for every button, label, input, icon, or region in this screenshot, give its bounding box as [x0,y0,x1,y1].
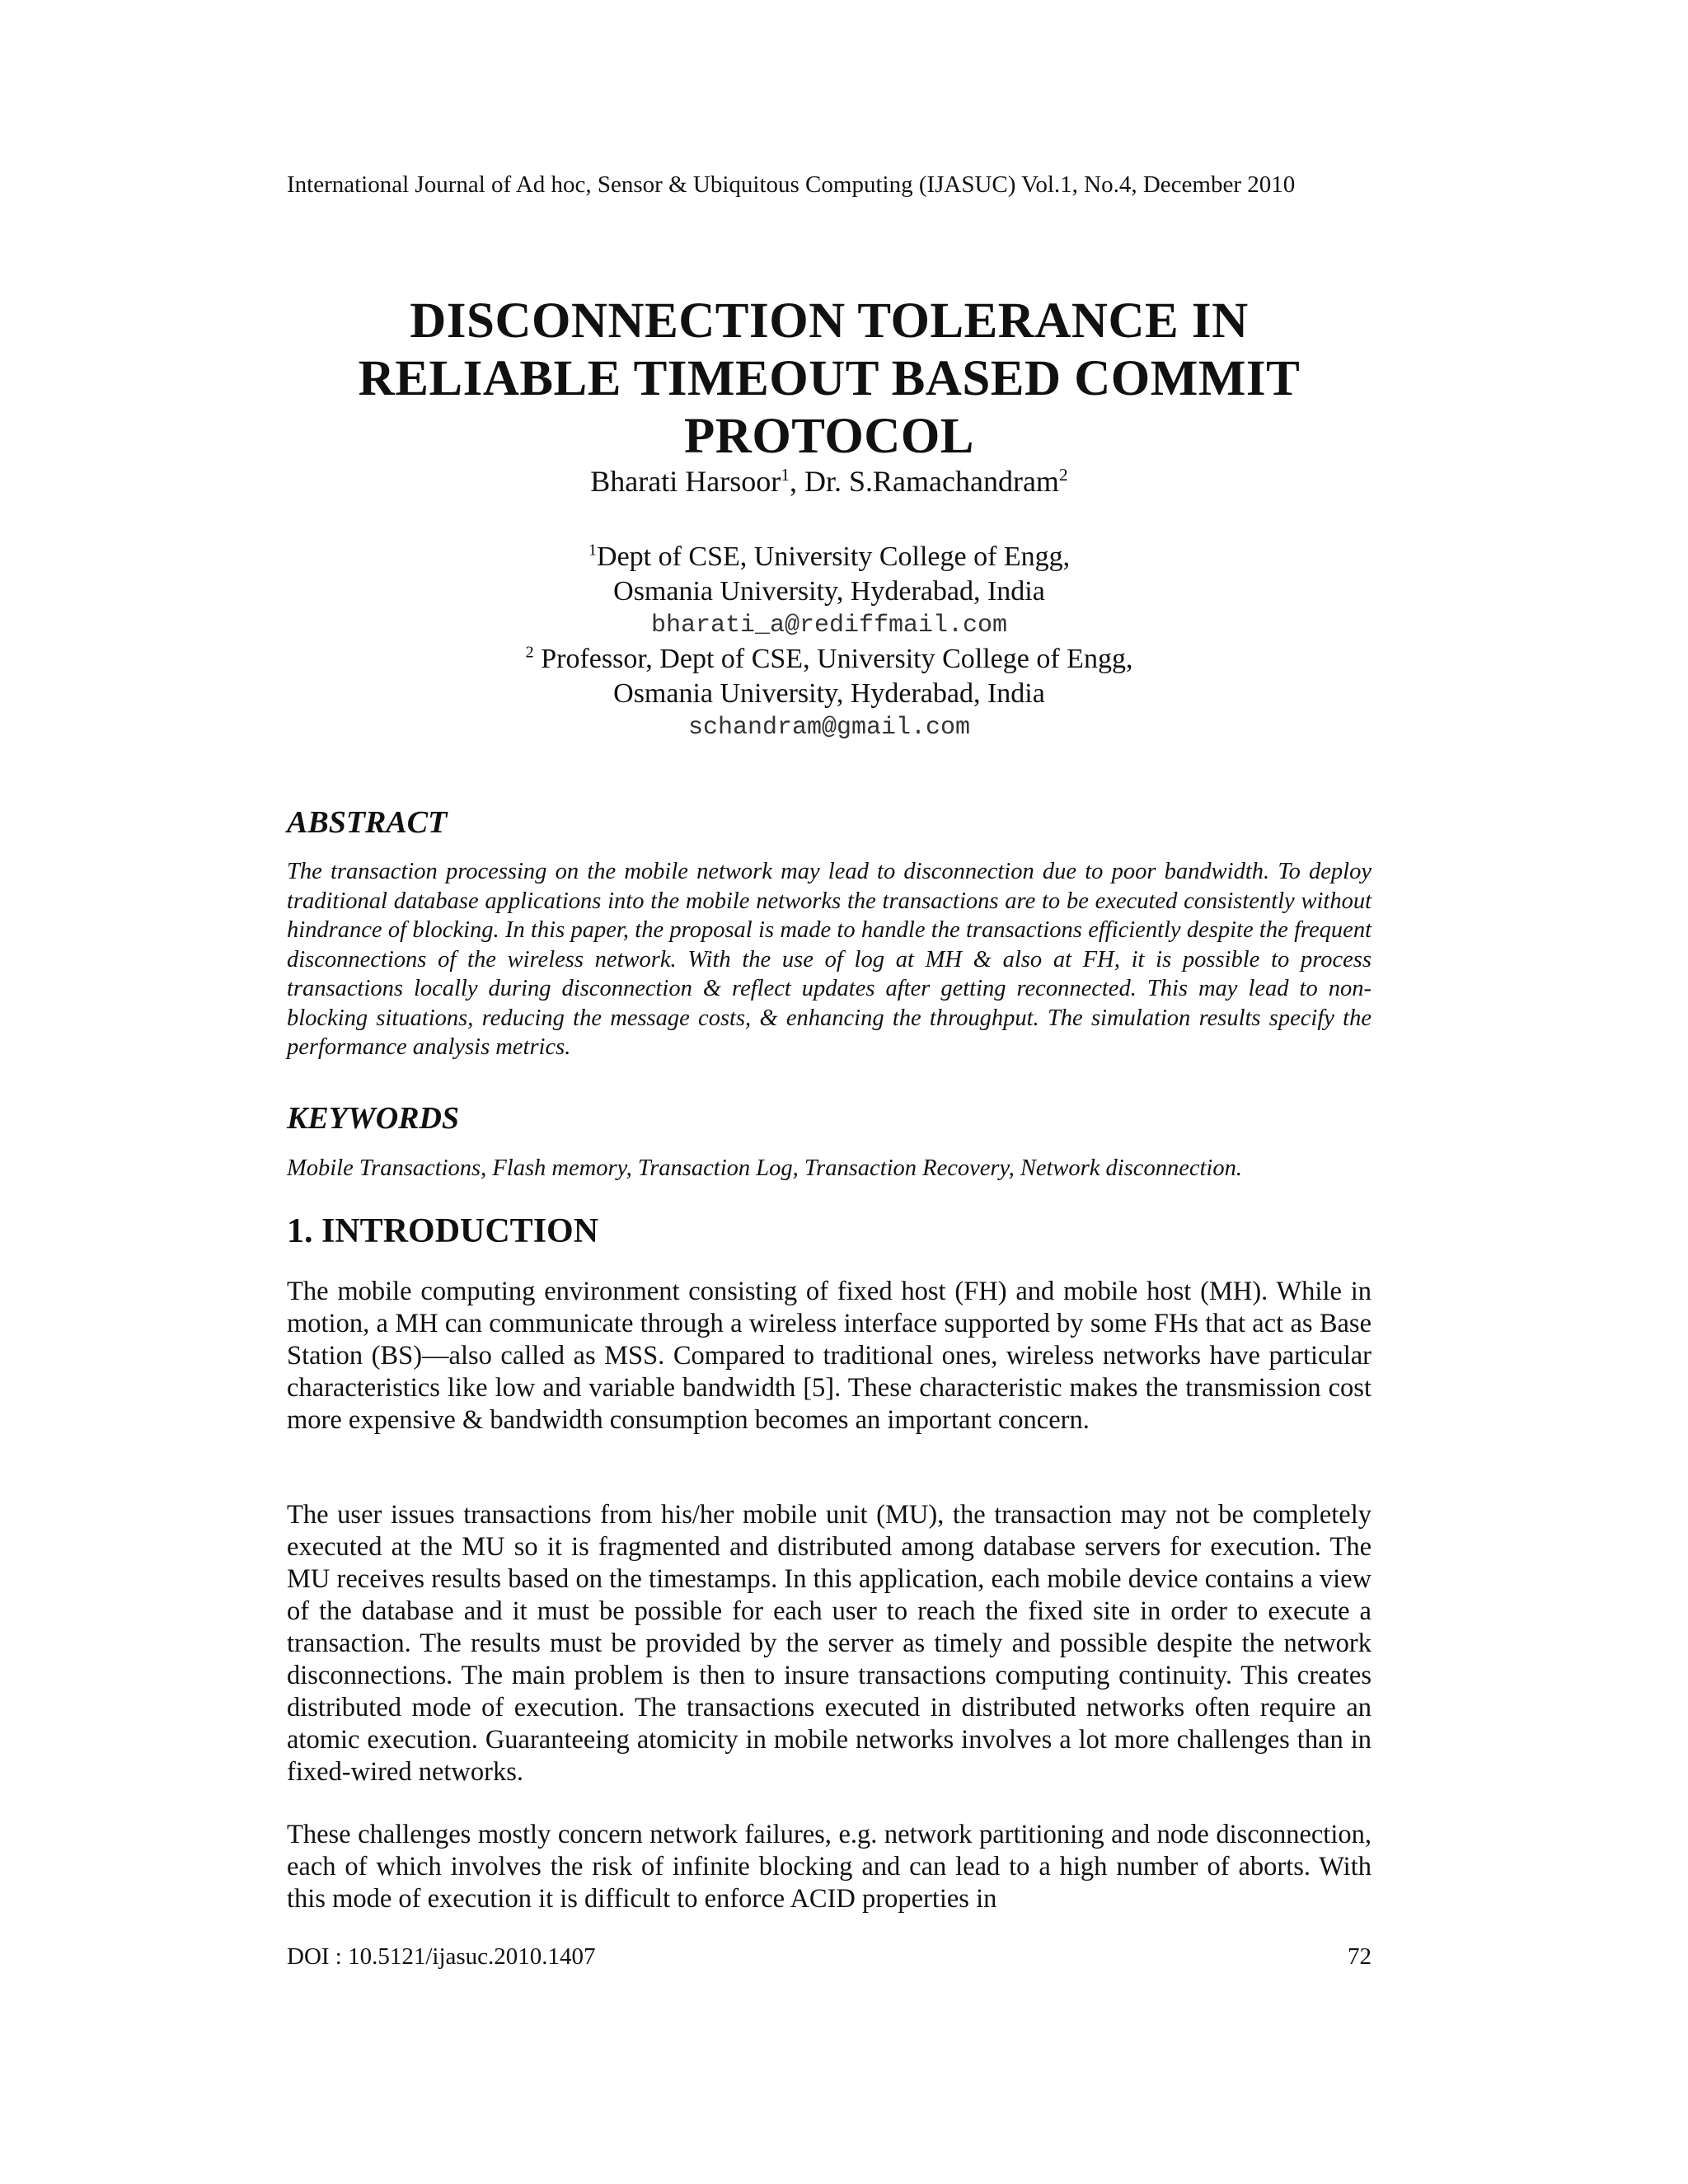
author-2-name: Dr. S.Ramachandram [804,465,1059,498]
author-list [287,463,1372,499]
title-line-1: DISCONNECTION TOLERANCE IN [410,293,1249,349]
footer-doi: DOI : 10.5121/ijasuc.2010.1407 [287,1943,596,1970]
affiliation-1-line-2: Osmania University, Hyderabad, India [613,576,1045,607]
page-number: 72 [1348,1943,1372,1970]
author-1-name: Bharati Harsoor [590,465,781,498]
running-header: International Journal of Ad hoc, Sensor & Ubiquitous Computing (IJASUC) Vol.1, No.4, December 2010 [287,171,1296,198]
introduction-paragraph-2: The user issues transactions from his/her mobile unit (MU), the transaction may not be completely executed at the MU so it is fragmented and distributed among database servers for execution. The MU receives results based on the timestamps. In this application, each mobile device contains a view of the database and it must be possible for each user to reach the fixed site in order to execute a transaction. The results must be provided by the server as timely and possible despite the network disconnections. The main problem is then to insure transactions computing continuity. This creates distributed mode of execution. The transactions executed in distributed networks often require an atomic execution. Guaranteeing atomicity in mobile networks involves a lot more challenges than in fixed-wired networks. [287,1500,1372,1787]
affiliation-2-email[interactable]: schandram@gmail.com [687,714,971,742]
keywords-text: Mobile Transactions, Flash memory, Transaction Log, Transaction Recovery, Network disconnection. [287,1155,1242,1181]
affiliation-2-sup: 2 [525,643,534,662]
keywords-heading: KEYWORDS [287,1101,460,1136]
affiliations [287,540,1372,744]
author-2-sup: 2 [1058,465,1068,485]
abstract-text: The transaction processing on the mobile network may lead to disconnection due to poor bandwidth. To deploy traditional database applications into the mobile networks the transactions are to be executed consistently without hindrance of blocking. In this paper, the proposal is made to handle the transactions efficiently despite the frequent disconnections of the wireless network. With the use of log at MH & also at FH, it is possible to process transactions locally during disconnection & reflect updates after getting reconnected. This may lead to non-blocking situations, reducing the message costs, & enhancing the throughput. The simulation results specify the performance analysis metrics. [287,859,1372,1060]
affiliation-1-line-1: $^1$Dept of CSE, University College of Engg, [588,541,1071,572]
affiliation-2-line-1: $^2$ Professor, Dept of CSE, University College of Engg, [525,643,1133,674]
introduction-paragraph-3: These challenges mostly concern network failures, e.g. network partitioning and node disconnection, each of which involves the risk of infinite blocking and can lead to a high number of aborts. With this mode of execution it is difficult to enforce ACID properties in [287,1820,1372,1914]
introduction-paragraph-1: The mobile computing environment consisting of fixed host (FH) and mobile host (MH). While in motion, a MH can communicate through a wireless interface supported by some FHs that act as Base Station (BS)—also called as MSS. Compared to traditional ones, wireless networks have particular characteristics like low and variable bandwidth [5]. These characteristic makes the transmission cost more expensive & bandwidth consumption becomes an important concern. [287,1277,1372,1435]
title-line-2: RELIABLE TIMEOUT BASED COMMIT [358,351,1301,406]
affiliation-2-line-2: Osmania University, Hyderabad, India [613,678,1045,709]
title-line-3: PROTOCOL [684,409,974,464]
abstract-heading: ABSTRACT [287,805,448,840]
author-1-sup: 1 [781,465,790,485]
affiliation-1-email[interactable]: bharati_a@rediffmail.com [650,612,1008,640]
author-separator: , [790,465,804,498]
paper-title [287,293,1372,466]
introduction-heading: 1. INTRODUCTION [287,1212,599,1250]
affiliation-1-sup: 1 [588,541,598,560]
